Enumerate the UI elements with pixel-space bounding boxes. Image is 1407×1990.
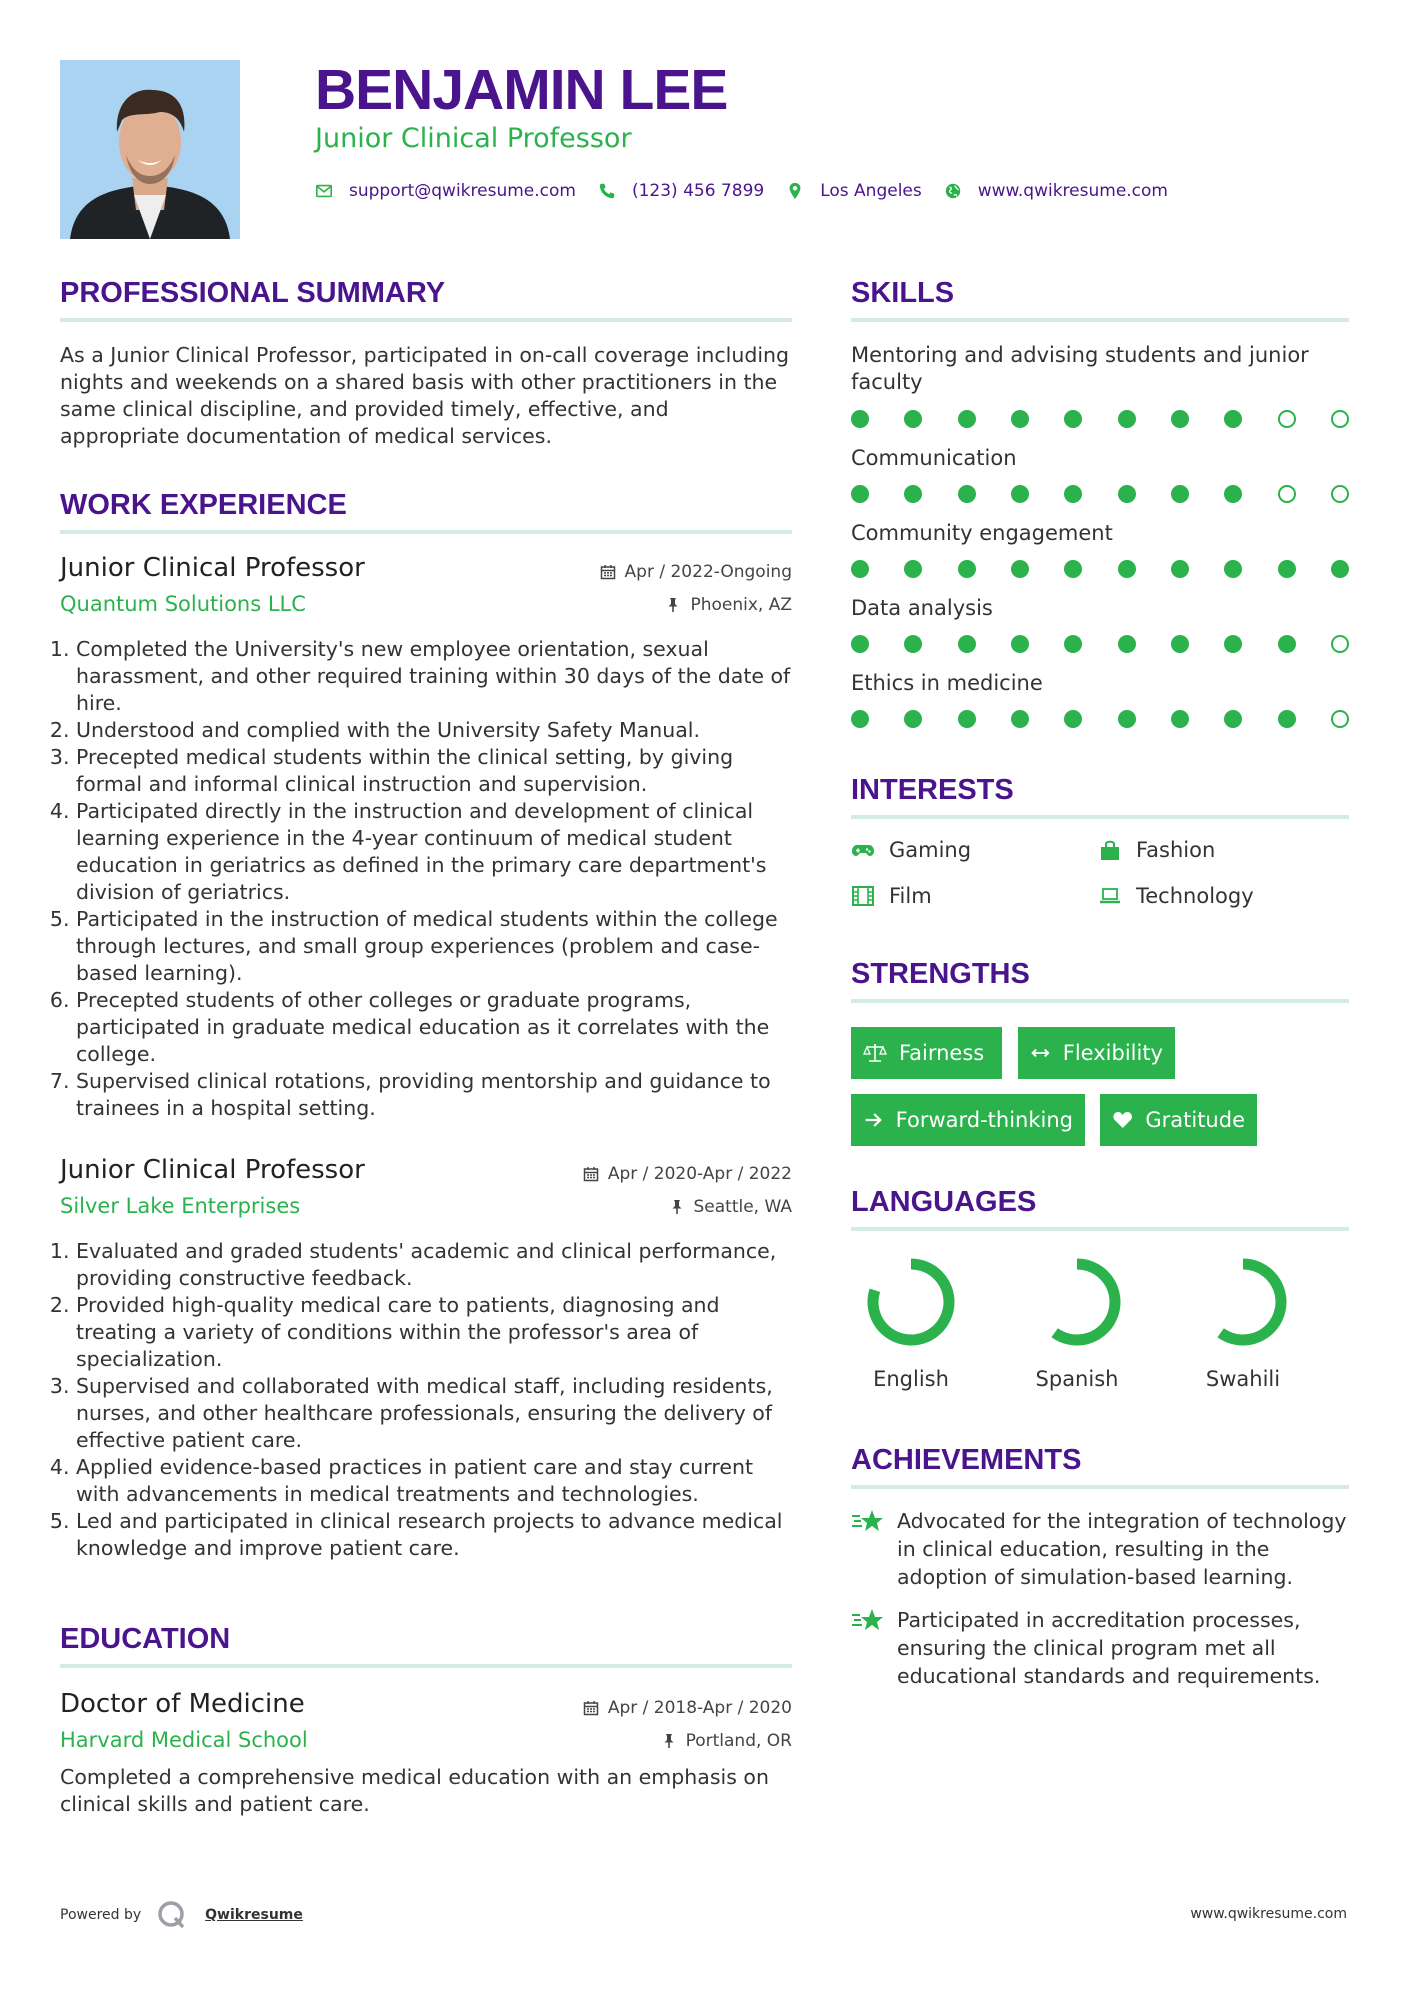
calendar-icon	[583, 1700, 599, 1716]
skill-dot-empty	[1331, 710, 1349, 728]
strength-label: Fairness	[899, 1041, 985, 1065]
skill-dot-filled	[1224, 410, 1242, 428]
map-marker-icon	[786, 182, 804, 200]
envelope-icon	[315, 182, 333, 200]
skill-dot-filled	[1171, 710, 1189, 728]
list-item: 2. Understood and complied with the University Safety Manual.	[76, 717, 794, 744]
footer-powered-by	[60, 1900, 303, 1930]
strengths-divider	[851, 999, 1349, 1003]
skill-dot-filled	[958, 710, 976, 728]
language-swahili	[1183, 1252, 1303, 1393]
contact-bar	[315, 178, 1190, 204]
skill-dot-filled	[1118, 635, 1136, 653]
job-2-location-text: Seattle, WA	[693, 1197, 792, 1217]
contact-location-text: Los Angeles	[820, 181, 922, 201]
education-text: Completed a comprehensive medical education with an emphasis on clinical skills and patient care.	[60, 1765, 769, 1816]
experience-heading: WORK EXPERIENCE	[60, 489, 347, 521]
job-2-company: Silver Lake Enterprises	[60, 1194, 301, 1218]
skill-dot-filled	[1224, 710, 1242, 728]
skill-dot-empty	[1331, 635, 1349, 653]
skill-rating	[851, 635, 1349, 653]
skill-dot-filled	[851, 410, 869, 428]
contact-phone[interactable]	[598, 181, 764, 201]
contact-location	[786, 181, 922, 201]
job-2-dates	[583, 1163, 792, 1185]
pushpin-icon	[669, 1199, 685, 1215]
education-dates-text: Apr / 2018-Apr / 2020	[607, 1698, 792, 1718]
interest-film	[851, 882, 932, 910]
calendar-icon	[583, 1166, 599, 1182]
language-proficiency-arc	[873, 1264, 949, 1340]
skill-dot-filled	[1064, 560, 1082, 578]
list-item: 3. Precepted medical students within the clinical setting, by giving formal and informal clinical instruction and supervision.	[76, 744, 794, 798]
skill-dot-filled	[904, 410, 922, 428]
phone-icon	[598, 182, 616, 200]
skill-rating	[851, 560, 1349, 578]
job-1-location	[665, 594, 792, 616]
job-2-header	[60, 1154, 792, 1224]
powered-by-label: Powered by	[60, 1907, 142, 1923]
language-name: Swahili	[1205, 1367, 1281, 1391]
language-ring	[861, 1252, 961, 1352]
job-1-dates-text: Apr / 2022-Ongoing	[624, 562, 792, 582]
skill-dot-filled	[1224, 635, 1242, 653]
pushpin-icon	[665, 597, 681, 613]
education-heading: EDUCATION	[60, 1623, 231, 1655]
skill-dot-filled	[1011, 710, 1029, 728]
skill-dot-filled	[1011, 410, 1029, 428]
job-2-title: Junior Clinical Professor	[60, 1155, 365, 1185]
skill-dot-filled	[1064, 635, 1082, 653]
skill-dot-filled	[851, 635, 869, 653]
globe-icon	[944, 182, 962, 200]
list-item: 2. Provided high-quality medical care to patients, diagnosing and treating a variety of conditions within the professor's area of specialization.	[76, 1292, 794, 1373]
heart-icon	[1112, 1108, 1133, 1132]
skill-dot-filled	[851, 485, 869, 503]
skill-dot-filled	[904, 635, 922, 653]
interest-label: Technology	[1136, 884, 1254, 908]
achievement-item	[851, 1507, 1351, 1591]
strength-label: Forward-thinking	[895, 1108, 1073, 1132]
list-item: 1. Completed the University's new employee orientation, sexual harassment, and other required training within 30 days of the date of hire.	[76, 636, 794, 717]
skill-dot-filled	[1118, 710, 1136, 728]
summary-divider	[60, 318, 792, 322]
education-degree: Doctor of Medicine	[60, 1689, 305, 1719]
list-item: 5. Led and participated in clinical research projects to advance medical knowledge and improve patient care.	[76, 1508, 794, 1562]
skill-dot-filled	[1331, 560, 1349, 578]
skill-dot-filled	[1171, 410, 1189, 428]
candidate-title: Junior Clinical Professor	[315, 123, 632, 154]
skills-heading: SKILLS	[851, 277, 955, 309]
achievement-item	[851, 1606, 1351, 1690]
language-name: English	[873, 1367, 949, 1391]
skill-dot-filled	[1011, 635, 1029, 653]
skill-rating	[851, 485, 1349, 503]
list-item: 4. Applied evidence-based practices in patient care and stay current with advancements in medical treatments and technologies.	[76, 1454, 794, 1508]
qwikresume-logo-icon	[157, 1900, 187, 1930]
experience-divider	[60, 530, 792, 534]
skill-dot-filled	[1064, 485, 1082, 503]
list-item: 5. Participated in the instruction of medical students within the college through lectures, and small group experiences (problem and case-based learning).	[76, 906, 794, 987]
skill-rating	[851, 710, 1349, 728]
strength-tag-flexibility	[1018, 1027, 1175, 1079]
skills-divider	[851, 318, 1349, 322]
job-2-location	[669, 1196, 793, 1218]
skill-name: Mentoring and advising students and junior faculty	[851, 343, 1309, 394]
skill-dot-filled	[1171, 485, 1189, 503]
skill-dot-filled	[1171, 560, 1189, 578]
skill-dot-filled	[1064, 710, 1082, 728]
skill-dot-filled	[958, 560, 976, 578]
list-item: 4. Participated directly in the instruction and development of clinical learning experience in the 4-year continuum of medical student education in geriatrics as defined in the primary care department's division of geriatrics.	[76, 798, 794, 906]
contact-phone-text: (123) 456 7899	[631, 181, 765, 201]
strength-label: Flexibility	[1062, 1041, 1163, 1065]
star-award-icon	[851, 1606, 885, 1636]
job-1-dates	[600, 561, 792, 583]
skill-dot-filled	[1224, 485, 1242, 503]
skill-dot-filled	[1064, 410, 1082, 428]
skill-dot-filled	[904, 710, 922, 728]
job-1-company: Quantum Solutions LLC	[60, 592, 306, 616]
languages-divider	[851, 1227, 1349, 1231]
skill-dot-filled	[851, 560, 869, 578]
shopping-bag-icon	[1098, 838, 1122, 862]
skill-dot-empty	[1278, 485, 1296, 503]
interest-technology	[1098, 882, 1254, 910]
contact-website[interactable]	[944, 181, 1168, 201]
skill-dot-filled	[958, 635, 976, 653]
skill-dot-filled	[1118, 410, 1136, 428]
skill-name: Communication	[851, 446, 1017, 470]
skill-dot-filled	[1011, 560, 1029, 578]
skill-rating	[851, 410, 1349, 428]
job-1-header	[60, 552, 792, 622]
strength-tag-gratitude	[1100, 1094, 1257, 1146]
strength-tag-fairness	[851, 1027, 1002, 1079]
language-name: Spanish	[1035, 1367, 1119, 1391]
balance-scale-icon	[863, 1041, 887, 1065]
language-spanish	[1017, 1252, 1137, 1393]
contact-email-text: support@qwikresume.com	[349, 181, 576, 201]
candidate-name: BENJAMIN LEE	[315, 58, 728, 122]
achievements-divider	[851, 1485, 1349, 1489]
skill-dot-empty	[1278, 410, 1296, 428]
interest-fashion	[1098, 836, 1215, 864]
skill-dot-filled	[958, 410, 976, 428]
pushpin-icon	[661, 1733, 677, 1749]
arrow-right-icon	[863, 1108, 884, 1132]
profile-photo	[60, 60, 240, 239]
interest-label: Film	[889, 884, 932, 908]
strength-tag-forward-thinking	[851, 1094, 1085, 1146]
contact-website-text: www.qwikresume.com	[977, 181, 1168, 201]
star-award-icon	[851, 1507, 885, 1537]
skill-name: Ethics in medicine	[851, 671, 1043, 695]
skill-name: Data analysis	[851, 596, 993, 620]
skill-dot-filled	[1118, 485, 1136, 503]
job-2-dates-text: Apr / 2020-Apr / 2022	[607, 1164, 792, 1184]
education-header	[60, 1688, 792, 1758]
skill-name: Community engagement	[851, 521, 1113, 545]
footer-website[interactable]: www.qwikresume.com	[1190, 1906, 1347, 1922]
language-ring	[1193, 1252, 1293, 1352]
education-location	[661, 1730, 792, 1752]
interest-label: Fashion	[1136, 838, 1216, 862]
achievement-text: Advocated for the integration of technology in clinical education, resulting in the adoption of simulation-based learning.	[897, 1509, 1347, 1589]
skill-dot-filled	[1278, 560, 1296, 578]
job-1-title: Junior Clinical Professor	[60, 553, 365, 583]
contact-email[interactable]	[315, 181, 576, 201]
skill-dot-empty	[1331, 485, 1349, 503]
skill-dot-filled	[1224, 560, 1242, 578]
job-1-location-text: Phoenix, AZ	[690, 595, 792, 615]
job-1-bullets	[58, 636, 794, 1122]
skill-dot-filled	[904, 560, 922, 578]
education-divider	[60, 1664, 792, 1668]
education-dates	[583, 1697, 792, 1719]
interest-label: Gaming	[889, 838, 972, 862]
education-location-text: Portland, OR	[685, 1731, 792, 1751]
skill-dot-filled	[1011, 485, 1029, 503]
film-icon	[851, 884, 875, 908]
arrows-horizontal-icon	[1030, 1041, 1051, 1065]
skill-dot-filled	[851, 710, 869, 728]
skill-dot-filled	[904, 485, 922, 503]
achievements-heading: ACHIEVEMENTS	[851, 1444, 1082, 1476]
achievement-text: Participated in accreditation processes, ensuring the clinical program met all educational standards and requirements.	[897, 1608, 1321, 1688]
education-school: Harvard Medical School	[60, 1728, 308, 1752]
language-english	[851, 1252, 971, 1393]
calendar-icon	[600, 564, 616, 580]
footer-brand-link[interactable]: Qwikresume	[205, 1907, 303, 1923]
list-item: 1. Evaluated and graded students' academic and clinical performance, providing constructive feedback.	[76, 1238, 794, 1292]
skill-dot-filled	[1118, 560, 1136, 578]
interests-heading: INTERESTS	[851, 774, 1014, 806]
language-ring	[1027, 1252, 1127, 1352]
job-2-bullets	[58, 1238, 794, 1562]
summary-text: As a Junior Clinical Professor, participated in on-call coverage including nights and weekends on a shared basis with other practitioners in the same clinical discipline, and provided timely, effective, and appropriate documentation of medical services.	[60, 343, 790, 448]
laptop-icon	[1098, 884, 1122, 908]
strength-label: Gratitude	[1145, 1108, 1245, 1132]
interest-gaming	[851, 836, 971, 864]
list-item: 3. Supervised and collaborated with medical staff, including residents, nurses, and other healthcare professionals, ensuring the delivery of effective patient care.	[76, 1373, 794, 1454]
language-proficiency-arc	[1221, 1264, 1281, 1340]
skill-dot-filled	[1171, 635, 1189, 653]
skill-dot-filled	[958, 485, 976, 503]
strengths-heading: STRENGTHS	[851, 958, 1030, 990]
interests-divider	[851, 815, 1349, 819]
skill-dot-filled	[1278, 710, 1296, 728]
list-item: 7. Supervised clinical rotations, providing mentorship and guidance to trainees in a hospital setting.	[76, 1068, 794, 1122]
skill-dot-filled	[1278, 635, 1296, 653]
list-item: 6. Precepted students of other colleges or graduate programs, participated in graduate medical education as it correlates with the college.	[76, 987, 794, 1068]
gamepad-icon	[851, 838, 875, 862]
languages-heading: LANGUAGES	[851, 1186, 1037, 1218]
language-proficiency-arc	[1055, 1264, 1115, 1340]
skill-dot-empty	[1331, 410, 1349, 428]
summary-heading: PROFESSIONAL SUMMARY	[60, 277, 446, 309]
